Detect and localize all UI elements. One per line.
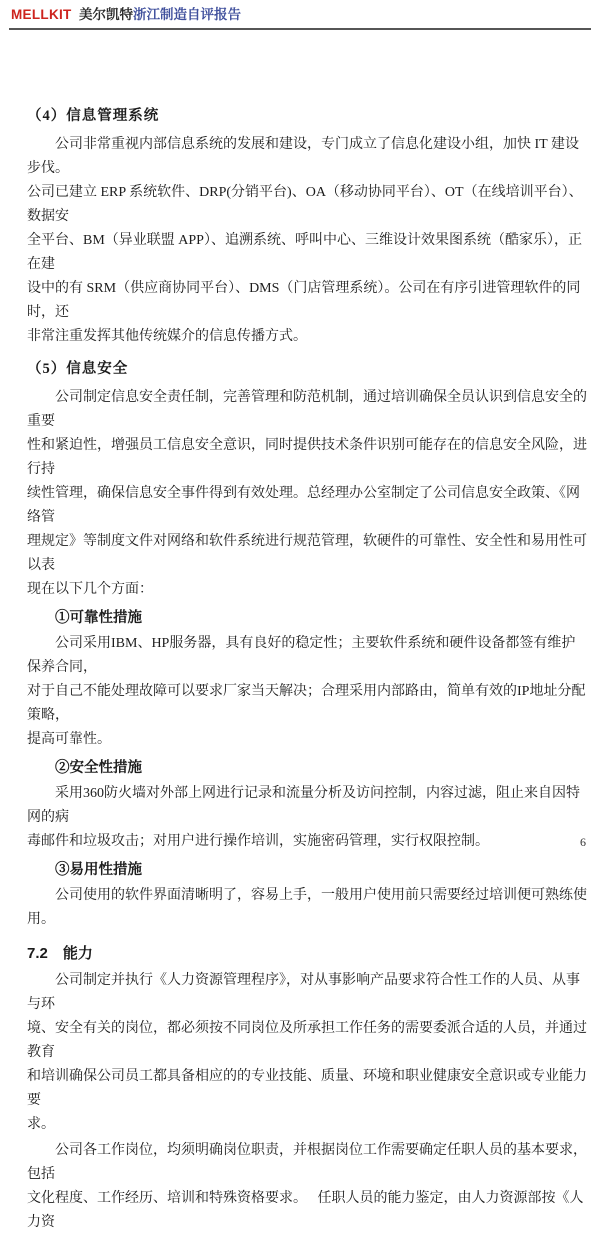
section-heading: （4）信息管理系统 [27, 108, 160, 124]
brand-logo-text: MELLKIT [11, 7, 72, 22]
text-line: 境、安全有关的岗位，都必须按不同岗位及所承担工作任务的需要委派合适的人员，并通过教育 [27, 1021, 587, 1060]
text-line: 公司各工作岗位，均须明确岗位职责，并根据岗位工作需要确定任职人员的基本要求，包括 [27, 1143, 587, 1182]
paragraph [27, 969, 589, 1137]
report-title: 浙江制造自评报告 [132, 7, 241, 22]
company-name: 美尔凯特 [78, 7, 133, 22]
sub-heading: ②安全性措施 [55, 760, 142, 776]
text-line: 全平台、BM（异业联盟 APP）、追溯系统、呼叫中心、三维设计效果图系统（酷家乐），正在建 [27, 233, 582, 272]
text-line: 设中的有 SRM（供应商协同平台）、DMS（门店管理系统）。公司在有序引进管理软件的同时，还 [27, 281, 581, 320]
sub-heading: ①可靠性措施 [55, 610, 142, 626]
text-line: 现在以下几个方面： [27, 582, 153, 597]
text-line: 非常注重发挥其他传统媒介的信息传播方式。 [27, 329, 307, 344]
paragraph [27, 782, 589, 854]
text-line: 公司采用IBM、HP服务器，具有良好的稳定性；主要软件系统和硬件设备都签有维护保养合同， [27, 636, 576, 675]
text-line: 公司非常重视内部信息系统的发展和建设，专门成立了信息化建设小组，加快 IT 建设步伐。 [27, 137, 579, 176]
section-heading: （5）信息安全 [27, 361, 129, 377]
text-line: 续性管理，确保信息安全事件得到有效处理。总经理办公室制定了公司信息安全政策、《网络管 [27, 486, 580, 525]
text-line: 文化程度、工作经历、培训和特殊资格要求。 任职人员的能力鉴定，由人力资源部按《人力资 [27, 1191, 584, 1230]
text-line: 理规定》等制度文件对网络和软件系统进行规范管理，软硬件的可靠性、安全性和易用性可以表 [27, 534, 587, 573]
paragraph [27, 386, 589, 602]
text-line: 和培训确保公司员工都具备相应的的专业技能、质量、环境和职业健康安全意识或专业能力要 [27, 1069, 587, 1108]
text-line: 求。 [27, 1117, 55, 1132]
text-line: 公司使用的软件界面清晰明了，容易上手，一般用户使用前只需要经过培训便可熟练使用。 [27, 888, 587, 927]
text-line: 公司制定信息安全责任制，完善管理和防范机制，通过培训确保全员认识到信息安全的重要 [27, 390, 587, 429]
paragraph [27, 1139, 589, 1235]
number-heading: 7.2 能力 [27, 945, 93, 962]
text-line: 性和紧迫性，增强员工信息安全意识，同时提供技术条件识别可能存在的信息安全风险，进行持 [27, 438, 587, 477]
paragraph [27, 884, 589, 932]
text-line: 对于自己不能处理故障可以要求厂家当天解决；合理采用内部路由，简单有效的IP地址分配策略， [27, 684, 586, 723]
text-line: 毒邮件和垃圾攻击；对用户进行操作培训，实施密码管理，实行权限控制。 [27, 834, 489, 849]
page-header [9, 6, 591, 30]
text-line: 采用360防火墙对外部上网进行记录和流量分析及访问控制，内容过滤，阻止来自因特网的病 [27, 786, 580, 825]
text-line: 公司制定并执行《人力资源管理程序》，对从事影响产品要求符合性工作的人员、从事与环 [27, 973, 580, 1012]
paragraph [27, 632, 589, 752]
paragraph [27, 133, 589, 349]
page-number: 6 [580, 835, 586, 849]
text-line: 提高可靠性。 [27, 732, 111, 747]
sub-heading: ③易用性措施 [55, 862, 142, 878]
text-line: 公司已建立 ERP 系统软件、DRP(分销平台)、OA（移动协同平台）、OT（在线培训平台）、数据安 [27, 185, 583, 224]
document-body [27, 96, 589, 1237]
